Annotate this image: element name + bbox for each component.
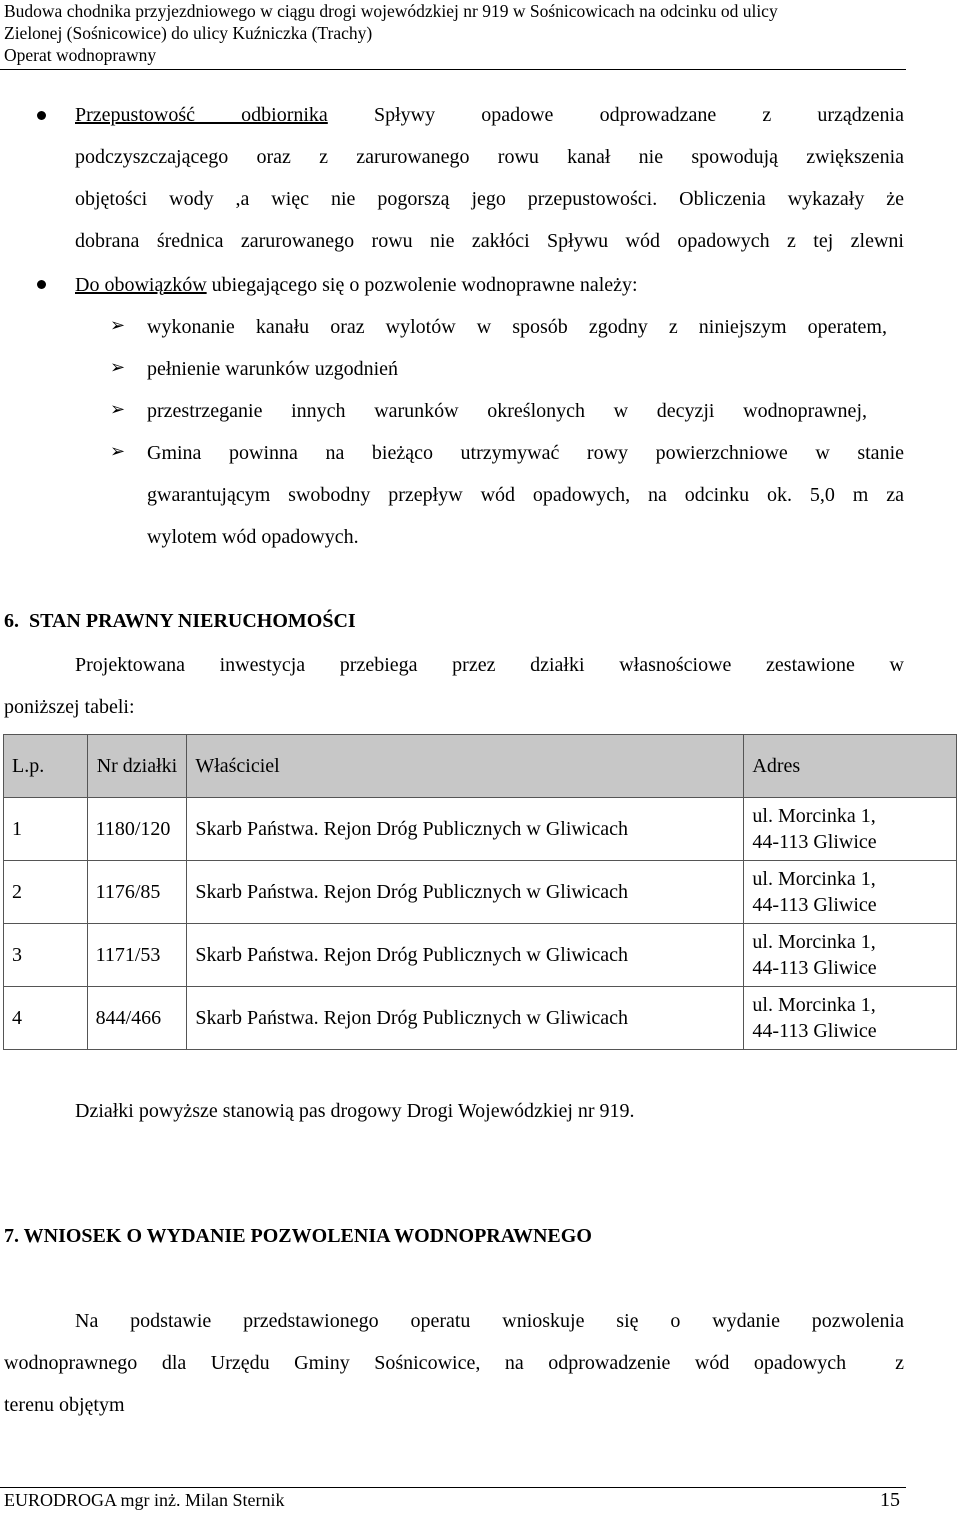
section6-heading: 6. STAN PRAWNY NIERUCHOMOŚCI xyxy=(4,610,356,632)
address-city: 44-113 Gliwice xyxy=(752,831,877,853)
address-city: 44-113 Gliwice xyxy=(752,894,877,916)
footer-divider xyxy=(0,1487,906,1488)
table-row xyxy=(4,798,957,861)
bullet2-lead: Do obowiązków xyxy=(75,274,207,296)
cell-lp: 2 xyxy=(4,861,88,924)
bullet1-line4: dobrana średnica zarurowanego rowu nie zakłóci Spływu wód opadowych z tej zlewni xyxy=(75,230,904,252)
header-address: Adres xyxy=(744,735,957,798)
cell-owner: Skarb Państwa. Rejon Dróg Publicznych w Gliwicach xyxy=(187,861,744,924)
header-title-line2: Zielonej (Sośnicowice) do ulicy Kuźniczka (Trachy) xyxy=(4,23,373,43)
cell-nr: 844/466 xyxy=(87,987,187,1050)
bullet1-line1 xyxy=(75,94,904,136)
table-row xyxy=(4,861,957,924)
cell-owner: Skarb Państwa. Rejon Dróg Publicznych w Gliwicach xyxy=(187,987,744,1050)
footer-author: EURODROGA mgr inż. Milan Sternik xyxy=(4,1490,285,1510)
address-street: ul. Morcinka 1, xyxy=(752,994,876,1016)
section6-intro-line1: Projektowana inwestycja przebiega przez działki własnościowe zestawione w xyxy=(75,654,904,676)
header-nr: Nr działki xyxy=(87,735,187,798)
header-owner: Właściciel xyxy=(187,735,744,798)
table-row xyxy=(4,987,957,1050)
arrow-item-2: pełnienie warunków uzgodnień xyxy=(147,358,399,380)
cell-address xyxy=(744,924,957,987)
bullet2-rest: ubiegającego się o pozwolenie wodnoprawne należy: xyxy=(211,274,638,296)
section7-line1: Na podstawie przedstawionego operatu wnioskuje się o wydanie pozwolenia xyxy=(75,1310,904,1332)
section7-line3: terenu objętym xyxy=(4,1394,125,1416)
table-row xyxy=(4,924,957,987)
address-city: 44-113 Gliwice xyxy=(752,1020,877,1042)
arrow-bullet-icon: ➢ xyxy=(110,357,126,378)
arrow-item-4-cont-1: gwarantującym swobodny przepływ wód opadowych, na odcinku ok. 5,0 m za xyxy=(147,484,904,506)
bullet1-line1-rest: Spływy opadowe odprowadzane z urządzenia xyxy=(373,104,904,126)
arrow-item-4: Gmina powinna na bieżąco utrzymywać rowy powierzchniowe w stanie xyxy=(147,442,904,464)
arrow-item-1: wykonanie kanału oraz wylotów w sposób zgodny z niniejszym operatem, xyxy=(147,316,887,338)
header-title-line1: Budowa chodnika przyjezdniowego w ciągu drogi wojewódzkiej nr 919 w Sośnicowicach na odcinku od ulicy xyxy=(4,1,778,21)
parcels-table xyxy=(3,734,957,1050)
table-header-row xyxy=(4,735,957,798)
section7-line2: wodnoprawnego dla Urzędu Gminy Sośnicowice, na odprowadzenie wód opadowych z xyxy=(4,1352,904,1374)
table-note: Działki powyższe stanowią pas drogowy Drogi Wojewódzkiej nr 919. xyxy=(75,1100,635,1122)
address-city: 44-113 Gliwice xyxy=(752,957,877,979)
arrow-bullet-icon: ➢ xyxy=(110,399,126,420)
arrow-item-4-cont-2: wylotem wód opadowych. xyxy=(147,526,359,548)
address-street: ul. Morcinka 1, xyxy=(752,805,876,827)
address-street: ul. Morcinka 1, xyxy=(752,931,876,953)
header-subtitle: Operat wodnoprawny xyxy=(4,45,157,65)
header-lp: L.p. xyxy=(4,735,88,798)
cell-lp: 3 xyxy=(4,924,88,987)
cell-nr: 1176/85 xyxy=(87,861,187,924)
cell-owner: Skarb Państwa. Rejon Dróg Publicznych w Gliwicach xyxy=(187,798,744,861)
bullet1-line3: objętości wody ,a więc nie pogorszą jego przepustowości. Obliczenia wykazały że xyxy=(75,188,904,210)
cell-address xyxy=(744,798,957,861)
cell-lp: 1 xyxy=(4,798,88,861)
bullet-icon xyxy=(37,111,46,120)
page-header xyxy=(4,0,904,66)
bullet2-line xyxy=(75,264,904,306)
address-street: ul. Morcinka 1, xyxy=(752,868,876,890)
cell-address xyxy=(744,861,957,924)
page-number: 15 xyxy=(880,1489,900,1511)
cell-nr: 1180/120 xyxy=(87,798,187,861)
header-divider xyxy=(0,69,906,70)
arrow-item-3: przestrzeganie innych warunków określonych w decyzji wodnoprawnej, xyxy=(147,400,867,422)
bullet-icon xyxy=(37,280,46,289)
cell-nr: 1171/53 xyxy=(87,924,187,987)
section6-intro-line2: poniższej tabeli: xyxy=(4,696,135,718)
cell-lp: 4 xyxy=(4,987,88,1050)
bullet1-lead: Przepustowość odbiornika xyxy=(75,104,328,126)
section7-heading: 7. WNIOSEK O WYDANIE POZWOLENIA WODNOPRAWNEGO xyxy=(4,1225,592,1247)
arrow-bullet-icon: ➢ xyxy=(110,315,126,336)
cell-owner: Skarb Państwa. Rejon Dróg Publicznych w Gliwicach xyxy=(187,924,744,987)
arrow-bullet-icon: ➢ xyxy=(110,441,126,462)
bullet1-line2: podczyszczającego oraz z zarurowanego rowu kanał nie spowodują zwiększenia xyxy=(75,146,904,168)
cell-address xyxy=(744,987,957,1050)
